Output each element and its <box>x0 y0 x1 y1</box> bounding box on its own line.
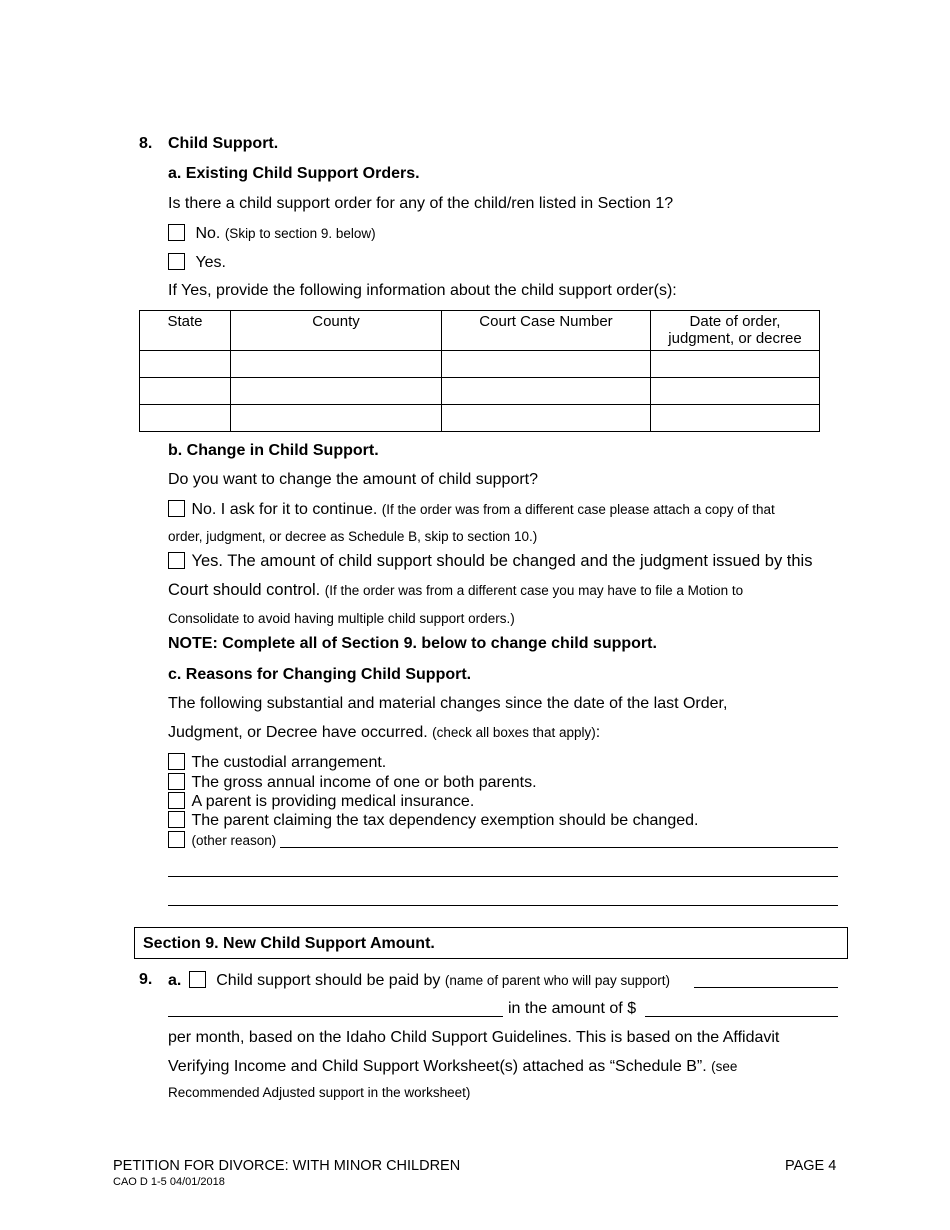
table-header-row <box>140 311 820 351</box>
table-cell[interactable] <box>231 351 442 378</box>
reason-option[interactable]: The parent claiming the tax dependency exemption should be changed. <box>168 811 698 830</box>
checkbox[interactable] <box>168 253 185 270</box>
existing-order-no-option[interactable] <box>168 224 376 243</box>
complete-section-note: NOTE: Complete all of Section 9. below to change child support. <box>168 635 657 652</box>
checkbox[interactable] <box>168 773 185 790</box>
footer-title: PETITION FOR DIVORCE: WITH MINOR CHILDREN <box>113 1158 461 1174</box>
if-yes-instruction: If Yes, provide the following information about the child support order(s): <box>168 282 677 299</box>
table-cell[interactable] <box>231 405 442 432</box>
subsection-c-heading: c. Reasons for Changing Child Support. <box>168 666 472 683</box>
other-reason-option[interactable] <box>168 831 276 850</box>
checkbox[interactable] <box>168 552 185 569</box>
payer-name-line-cont[interactable] <box>168 1016 503 1017</box>
other-reason-line[interactable] <box>280 847 838 848</box>
subsection-b-heading: b. Change in Child Support. <box>168 442 379 459</box>
section-title: Child Support. <box>168 135 279 152</box>
header-court-case-number: Court Case Number <box>442 311 651 351</box>
amount-line[interactable] <box>645 1016 838 1017</box>
child-support-orders-table <box>139 310 820 432</box>
other-reason-line[interactable] <box>168 905 838 906</box>
header-county: County <box>231 311 442 351</box>
table-cell[interactable] <box>140 405 231 432</box>
checkbox[interactable] <box>168 500 185 517</box>
table-cell[interactable] <box>651 378 820 405</box>
reasons-intro: The following substantial and material changes since the date of the last Order, <box>168 695 728 712</box>
reason-option[interactable]: A parent is providing medical insurance. <box>168 792 474 811</box>
no-continue-label: No. I ask for it to continue. <box>191 501 378 518</box>
header-date-of-order: Date of order, judgment, or decree <box>651 311 820 351</box>
paid-by-line <box>168 971 670 990</box>
yes-change-note-cont: Consolidate to avoid having multiple child support orders.) <box>168 611 515 626</box>
change-support-no-option[interactable] <box>168 500 775 519</box>
existing-order-question: Is there a child support order for any of the child/ren listed in Section 1? <box>168 195 674 212</box>
no-note: (Skip to section 9. below) <box>224 226 376 241</box>
change-support-question: Do you want to change the amount of child support? <box>168 471 539 488</box>
reasons-intro-note: (check all boxes that apply) <box>432 725 596 740</box>
table-cell[interactable] <box>442 405 651 432</box>
table-row <box>140 405 820 432</box>
guidelines-text-cont: Verifying Income and Child Support Worksheet(s) attached as “Schedule B”. (see <box>168 1058 738 1075</box>
reasons-intro-cont: Judgment, or Decree have occurred. (check all boxes that apply): <box>168 724 601 741</box>
section-number: 8. <box>139 135 153 152</box>
table-cell[interactable] <box>140 378 231 405</box>
footer-form-code: CAO D 1-5 04/01/2018 <box>113 1176 225 1188</box>
checkbox[interactable] <box>168 753 185 770</box>
yes-change-label: Yes. The amount of child support should be changed and the judgment issued by this <box>191 552 813 570</box>
guidelines-text: per month, based on the Idaho Child Support Guidelines. This is based on the Affidavit <box>168 1029 780 1046</box>
table-row <box>140 351 820 378</box>
reason-option[interactable]: The gross annual income of one or both parents. <box>168 773 537 792</box>
section9-header-box <box>134 927 848 959</box>
yes-label: Yes. <box>195 254 226 271</box>
checkbox[interactable] <box>168 792 185 809</box>
other-reason-line[interactable] <box>168 876 838 877</box>
section9-header: Section 9. New Child Support Amount. <box>143 935 435 952</box>
checkbox[interactable] <box>168 224 185 241</box>
payer-name-line[interactable] <box>694 987 838 988</box>
table-cell[interactable] <box>651 351 820 378</box>
table-cell[interactable] <box>442 378 651 405</box>
existing-order-yes-option[interactable] <box>168 253 226 272</box>
no-continue-note: (If the order was from a different case please attach a copy of that <box>381 502 775 517</box>
checkbox[interactable] <box>168 811 185 828</box>
paid-by-label: Child support should be paid by <box>216 972 441 989</box>
item-a-label: a. <box>168 972 182 989</box>
worksheet-note: Recommended Adjusted support in the worksheet) <box>168 1085 471 1100</box>
other-reason-label: (other reason) <box>191 833 277 848</box>
header-state: State <box>140 311 231 351</box>
table-row <box>140 378 820 405</box>
yes-change-note: (If the order was from a different case you may have to file a Motion to <box>324 583 744 598</box>
table-cell[interactable] <box>651 405 820 432</box>
no-label: No. <box>195 225 221 242</box>
change-support-yes-option[interactable] <box>168 552 812 571</box>
table-cell[interactable] <box>231 378 442 405</box>
paid-by-note: (name of parent who will pay support) <box>444 973 670 988</box>
no-continue-note-cont: order, judgment, or decree as Schedule B, skip to section 10.) <box>168 529 538 544</box>
checkbox[interactable] <box>168 831 185 848</box>
footer-page-number: PAGE 4 <box>785 1158 837 1174</box>
yes-change-label-cont: Court should control. (If the order was from a different case you may have to file a Motion to <box>168 581 744 599</box>
amount-label: in the amount of $ <box>508 1000 637 1017</box>
subsection-a-heading: a. Existing Child Support Orders. <box>168 165 420 182</box>
reason-option[interactable]: The custodial arrangement. <box>168 753 386 772</box>
table-cell[interactable] <box>442 351 651 378</box>
section9-number: 9. <box>139 971 153 988</box>
table-cell[interactable] <box>140 351 231 378</box>
checkbox[interactable] <box>189 971 206 988</box>
